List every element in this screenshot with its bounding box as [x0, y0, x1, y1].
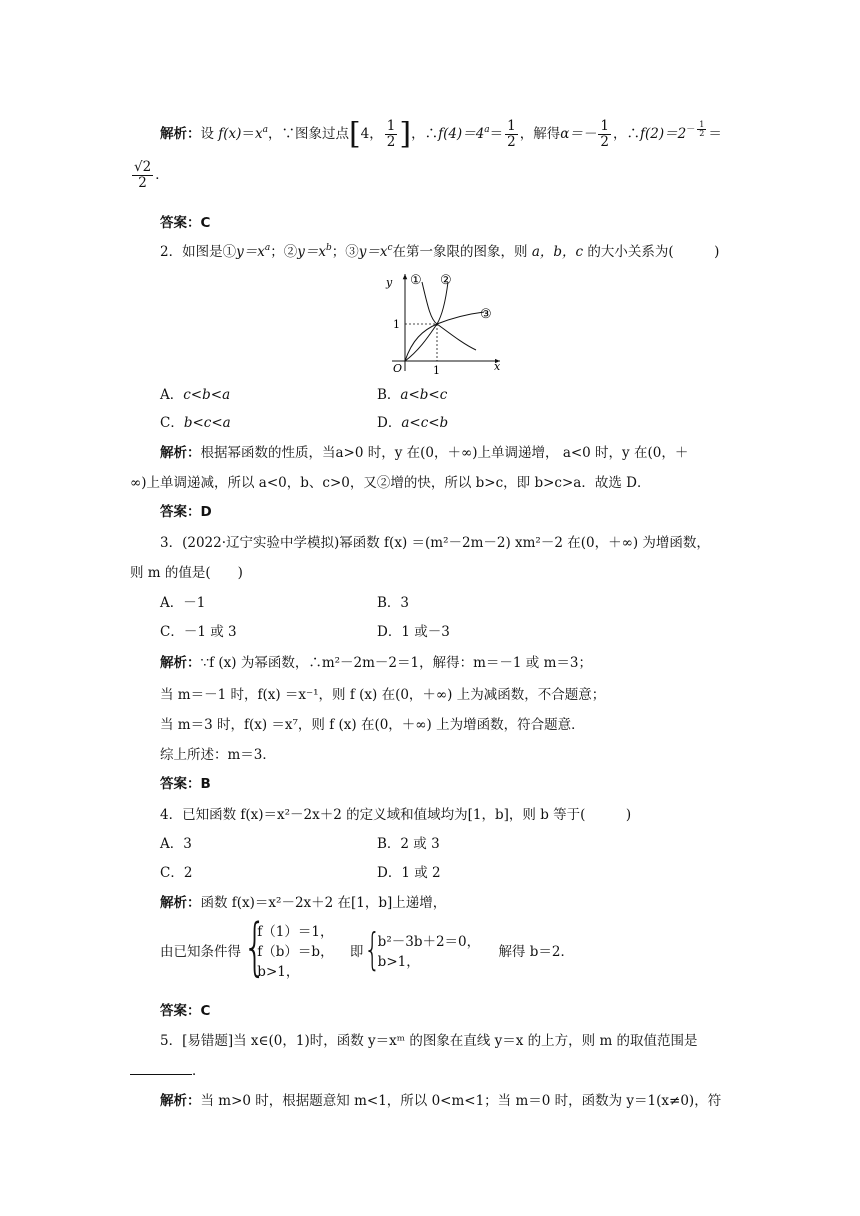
q3-solution-line3: 当 m＝3 时，f(x) ＝x⁷，则 f (x) 在(0，＋∞) 上为增函数，符合题意．: [160, 717, 585, 733]
option-b: B．: [377, 387, 401, 403]
curve-1: [422, 282, 476, 350]
fraction-one-half: $\frac{1}{2}$: [386, 118, 396, 150]
q4-solution-system: 由已知条件得 { f（1）＝1， f（b）＝b， b>1， 即 { b²－3b＋2＝0， b>1， 解得 b＝2．: [160, 910, 574, 983]
fraction-sqrt2-over-2: $\frac{√2}{2}$: [134, 159, 152, 191]
option-a: A．－1: [160, 595, 206, 611]
q1-answer: 答案：C: [160, 215, 211, 231]
axis-label-y: y: [386, 276, 393, 289]
curve-label-2: ②: [440, 273, 452, 288]
q2-solution-line2: ∞)上单调递减，所以 a<0，b、c>0，又②增的快，所以 b>c，即 b>c>a．故选 D．: [130, 475, 651, 491]
option-d: D．: [377, 415, 402, 431]
q1-solution-line1: 解析：设 $f(x)=x^a$，∵图象过点[4， $\frac{1}{2}$ ]，$\therefore f(4)=4^a=$ $\frac{1}{2}$ ，解得α＝－ $\frac{1}{2}$ ，$\therefore f(2)=2^{- \frac{1}{2}}$ ＝: [160, 116, 722, 152]
option-b: B．2 或 3: [377, 836, 440, 852]
curve-label-3: ③: [480, 307, 492, 322]
q5-stem-line2: ．: [130, 1062, 206, 1080]
q3-options-cd: [160, 623, 450, 641]
solution-label: 解析：: [160, 126, 201, 142]
curve-3: [405, 312, 484, 361]
q2-answer: 答案：D: [160, 504, 212, 520]
q2-options-cd: C．b<c<a D．a<c<b: [160, 415, 449, 431]
q4-options-cd: [160, 864, 441, 882]
origin-label: O: [393, 362, 403, 375]
power-function-graph: [368, 268, 508, 376]
q3-solution-line2: 当 m＝－1 时，f(x) ＝x⁻¹，则 f (x) 在(0，＋∞) 上为减函数，不合题意；: [160, 687, 606, 703]
q3-stem-line2: 则 m 的值是( ): [130, 565, 243, 581]
curve-2: [405, 282, 448, 361]
equation-system-2: { b²－3b＋2＝0， b>1，: [363, 924, 481, 975]
answer-blank: [130, 1062, 192, 1075]
option-c: C．2: [160, 865, 193, 881]
axis-label-x: x: [494, 360, 501, 373]
q2-stem: 2．如图是$①y=x^a$；$②y=x^b$；$③y=x^c$在第一象限的图象，则 a，b，c 的大小关系为( ): [160, 243, 720, 260]
option-b: B．3: [377, 595, 410, 611]
option-d: D．1 或 2: [377, 865, 441, 881]
q3-stem-line1: 3．(2022·辽宁实验中学模拟)幂函数 f(x) ＝(m²－2m－2) xm²－2 在(0，＋∞) 为增函数，: [160, 535, 710, 551]
equation-system-1: { f（1）＝1， f（b）＝b， b>1，: [243, 910, 334, 983]
option-c: C．: [160, 415, 184, 431]
q3-solution-line4: 综上所述：m＝3．: [160, 747, 276, 763]
q4-solution-line1: 解析：函数 f(x)＝x²－2x＋2 在[1，b]上递增，: [160, 895, 447, 911]
q3-options-ab: [160, 594, 409, 612]
curve-label-1: ①: [410, 273, 422, 288]
option-c: C．－1 或 3: [160, 624, 237, 640]
q2-options-ab: A．c<b<a B．a<b<c: [160, 387, 448, 403]
q5-stem-line1: 5．[易错题]当 x∈(0，1)时，函数 y＝xᵐ 的图象在直线 y＝x 的上方，则 m 的取值范围是: [160, 1033, 698, 1049]
q4-options-ab: [160, 835, 440, 853]
q1-solution-line2: $\frac{√2}{2}$ ．: [134, 159, 169, 191]
q4-stem: 4．已知函数 f(x)＝x²－2x＋2 的定义域和值域均为[1，b]，则 b 等于( ): [160, 807, 632, 823]
q5-solution-line1: 解析：当 m>0 时，根据题意知 m<1，所以 0<m<1；当 m＝0 时，函数为 y＝1(x≠0)，符: [160, 1093, 722, 1109]
option-a: A．: [160, 387, 184, 403]
option-a: A．3: [160, 836, 192, 852]
q3-answer: 答案：B: [160, 776, 211, 792]
q4-answer: 答案：C: [160, 1003, 211, 1019]
option-d: D．1 或－3: [377, 624, 450, 640]
q3-solution-line1: 解析：∵f (x) 为幂函数，∴m²－2m－2＝1，解得：m＝－1 或 m＝3；: [160, 655, 592, 671]
tick-label-y-1: 1: [393, 318, 400, 331]
q2-solution-line1: 解析：根据幂函数的性质，当a>0 时，y 在(0，＋∞)上单调递增， a<0 时，y 在(0，＋: [160, 445, 689, 461]
tick-label-x-1: 1: [433, 364, 440, 376]
